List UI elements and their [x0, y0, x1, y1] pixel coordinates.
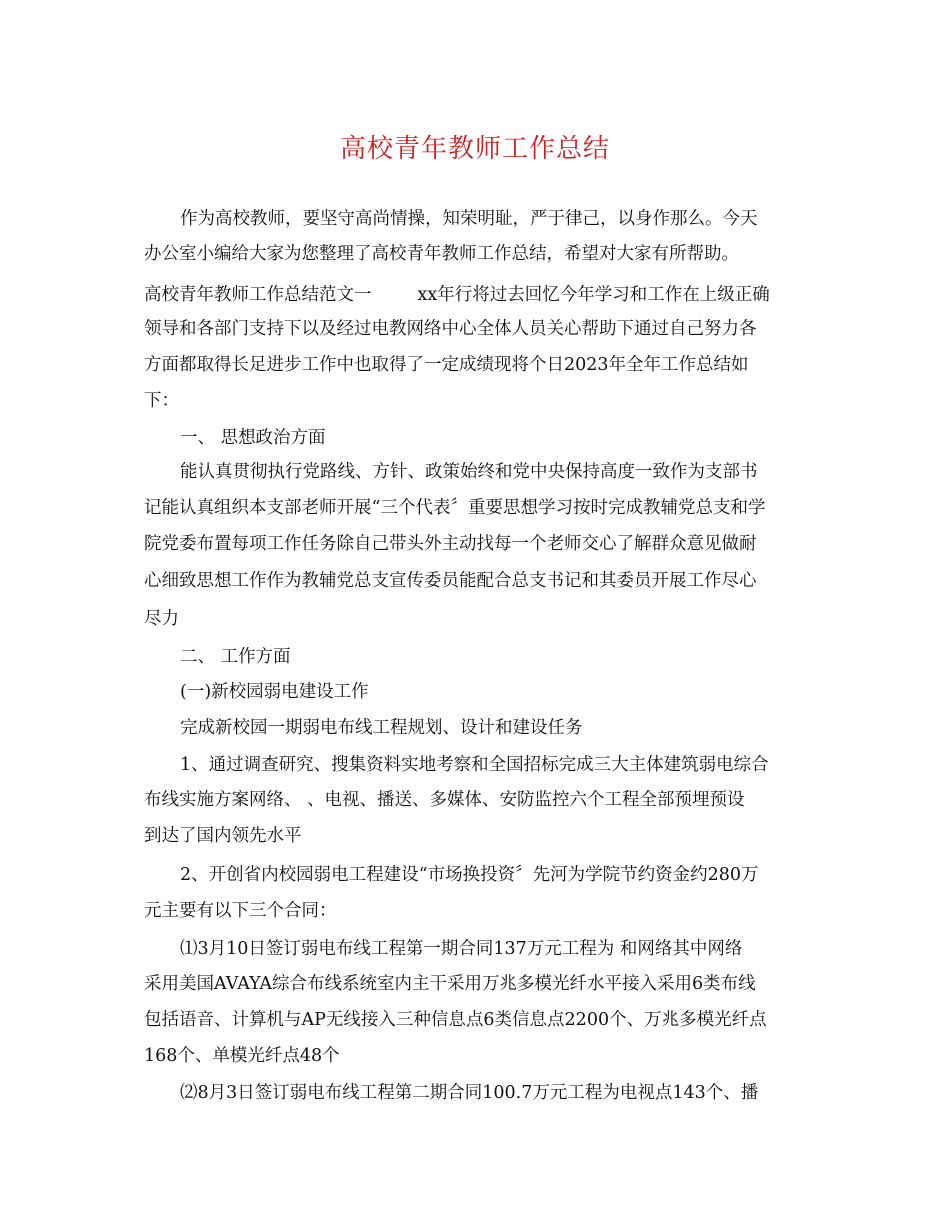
- paragraph-line: 采用美国AVAYA综合布线系统室内主干采用万兆多模光纤水平接入采用6类布线: [144, 974, 756, 994]
- paragraph-line: 院党委布置每项工作任务除自己带头外主动找每一个老师交心了解群众意见做耐: [144, 534, 757, 554]
- paragraph-line: 168个、单模光纤点48个: [144, 1046, 340, 1066]
- paragraph-line: 1、通过调查研究、搜集资料实地考察和全国招标完成三大主体建筑弱电综合: [180, 755, 769, 775]
- paragraph-line: 2、开创省内校园弱电工程建设“市场换投资〞先河为学院节约资金约280万: [180, 865, 759, 885]
- paragraph-line: 完成新校园一期弱电布线工程规划、设计和建设任务: [180, 718, 583, 738]
- paragraph-line: ⑵8月3日签订弱电布线工程第二期合同100.7万元工程为电视点143个、播: [180, 1083, 759, 1103]
- paragraph-line: ⑴3月10日签订弱电布线工程第一期合同137万元工程为 和网络其中网络: [180, 939, 743, 959]
- document-title: 高校青年教师工作总结: [339, 134, 610, 164]
- paragraph-line: 布线实施方案网络、 、电视、播送、多媒体、安防监控六个工程全部预埋预设: [144, 790, 745, 810]
- paragraph-line: 元主要有以下三个合同：: [144, 901, 337, 921]
- paragraph-line: 领导和各部门支持下以及经过电教网络中心全体人员关心帮助下通过自己努力各: [144, 319, 757, 339]
- paragraph-line-combined: [144, 283, 824, 307]
- section-heading: 二、 工作方面: [180, 647, 291, 667]
- paragraph-text: xx年行将过去回忆今年学习和工作在上级正确: [417, 285, 770, 305]
- paragraph-line: 到达了国内领先水平: [144, 826, 302, 846]
- paragraph-line: 包括语音、计算机与AP无线接入三种信息点6类信息点2200个、万兆多模光纤点: [144, 1010, 767, 1030]
- paragraph-line: 尽力: [144, 609, 179, 629]
- paragraph-line: 下：: [144, 391, 179, 411]
- sample-heading: 高校青年教师工作总结范文一: [144, 285, 372, 305]
- subsection-heading: (一)新校园弱电建设工作: [180, 682, 369, 702]
- paragraph-line: 方面都取得长足进步工作中也取得了一定成绩现将个日2023年全年工作总结如: [144, 355, 749, 375]
- paragraph-line: 办公室小编给大家为您整理了高校青年教师工作总结，希望对大家有所帮助。: [144, 244, 739, 264]
- paragraph-line: 能认真贯彻执行党路线、方针、政策始终和党中央保持高度一致作为支部书: [180, 462, 758, 482]
- paragraph-line: 记能认真组织本支部老师开展“三个代表〞重要思想学习按时完成教辅党总支和学: [144, 498, 766, 518]
- section-heading: 一、 思想政治方面: [180, 428, 326, 448]
- paragraph-line: 作为高校教师，要坚守高尚情操，知荣明耻，严于律己，以身作那么。今天: [180, 209, 758, 229]
- paragraph-line: 心细致思想工作作为教辅党总支宣传委员能配合总支书记和其委员开展工作尽心: [144, 571, 757, 591]
